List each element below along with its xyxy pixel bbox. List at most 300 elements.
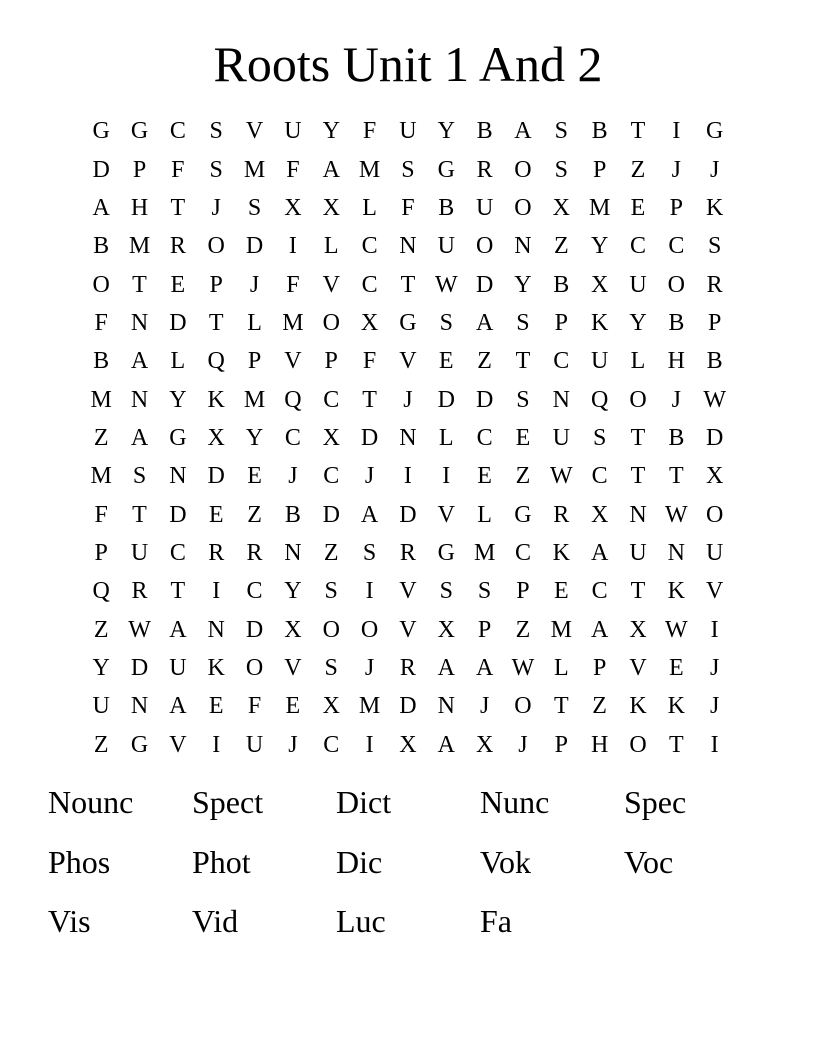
grid-letter: W <box>434 271 458 298</box>
grid-letter: E <box>247 463 262 490</box>
grid-letter: C <box>476 424 493 451</box>
grid-row <box>82 726 734 764</box>
grid-letter: S <box>554 156 568 183</box>
grid-row <box>82 495 734 533</box>
grid-letter: O <box>322 616 340 643</box>
word-list-item: Dic <box>336 843 383 880</box>
grid-letter: A <box>514 118 532 145</box>
grid-letter: A <box>92 194 110 221</box>
grid-letter: R <box>553 501 570 528</box>
word-list-item: Vok <box>480 843 531 880</box>
grid-letter: R <box>399 539 416 566</box>
grid-letter: Z <box>515 616 531 643</box>
grid-letter: X <box>475 731 494 758</box>
grid-letter: V <box>284 348 302 375</box>
grid-letter: L <box>630 348 646 375</box>
grid-letter: E <box>630 194 646 221</box>
grid-letter: I <box>288 233 297 260</box>
grid-letter: Y <box>322 118 340 145</box>
grid-letter: J <box>288 731 298 758</box>
grid-letter: G <box>130 731 149 758</box>
grid-letter: S <box>592 424 607 451</box>
grid-letter: X <box>437 616 455 643</box>
grid-letter: U <box>245 731 264 758</box>
grid-letter: M <box>90 386 112 413</box>
grid-letter: E <box>553 578 569 605</box>
grid-letter: N <box>207 616 225 643</box>
grid-row <box>82 534 734 572</box>
grid-letter: H <box>667 348 685 375</box>
grid-letter: A <box>437 654 455 681</box>
grid-letter: I <box>365 731 374 758</box>
grid-letter: G <box>514 501 532 528</box>
grid-row <box>82 649 734 687</box>
grid-letter: S <box>324 654 338 681</box>
grid-letter: E <box>668 654 684 681</box>
grid-letter: K <box>207 386 225 413</box>
grid-letter: C <box>246 578 263 605</box>
grid-letter: R <box>399 654 416 681</box>
grid-letter: X <box>399 731 417 758</box>
grid-letter: O <box>514 156 532 183</box>
grid-letter: Q <box>92 578 110 605</box>
grid-letter: T <box>630 578 646 605</box>
grid-letter: X <box>322 424 340 451</box>
grid-letter: D <box>437 386 455 413</box>
grid-letter: T <box>170 578 186 605</box>
grid-letter: I <box>710 731 719 758</box>
grid-row <box>82 687 734 725</box>
grid-row <box>82 380 734 418</box>
grid-letter: C <box>591 463 608 490</box>
grid-letter: T <box>668 463 684 490</box>
grid-letter: T <box>400 271 416 298</box>
grid-letter: S <box>439 309 453 336</box>
grid-letter: P <box>477 616 492 643</box>
grid-letter: T <box>132 271 147 298</box>
grid-letter: Z <box>477 348 492 375</box>
grid-letter: M <box>128 233 151 260</box>
word-list-item: Luc <box>336 903 386 939</box>
grid-letter: R <box>476 156 493 183</box>
grid-letter: X <box>284 194 302 221</box>
grid-letter: W <box>703 386 726 413</box>
grid-letter: N <box>130 309 149 336</box>
grid-letter: Z <box>93 616 109 643</box>
grid-letter: G <box>437 539 455 566</box>
grid-letter: J <box>710 693 720 720</box>
grid-letter: C <box>361 271 378 298</box>
grid-letter: J <box>518 731 528 758</box>
grid-letter: S <box>132 463 147 490</box>
grid-letter: O <box>667 271 685 298</box>
grid-letter: B <box>668 424 685 451</box>
grid-letter: S <box>439 578 453 605</box>
grid-letter: P <box>554 731 568 758</box>
grid-row <box>82 572 734 610</box>
grid-letter: O <box>92 271 110 298</box>
grid-letter: N <box>399 424 417 451</box>
word-list-item: Dict <box>336 784 392 820</box>
grid-letter: C <box>514 539 531 566</box>
grid-letter: Z <box>93 424 109 451</box>
grid-row <box>82 265 734 303</box>
grid-letter: Z <box>247 501 262 528</box>
grid-letter: U <box>475 194 494 221</box>
word-list-item: Phot <box>192 843 251 880</box>
grid-letter: D <box>130 654 149 681</box>
grid-letter: D <box>322 501 340 528</box>
grid-letter: T <box>553 693 569 720</box>
grid-letter: F <box>94 501 108 528</box>
grid-letter: W <box>665 616 688 643</box>
grid-letter: K <box>706 194 724 221</box>
grid-letter: K <box>667 693 685 720</box>
grid-letter: E <box>515 424 531 451</box>
grid-letter: M <box>243 386 266 413</box>
grid-letter: Y <box>284 578 302 605</box>
grid-letter: J <box>671 386 681 413</box>
grid-letter: U <box>629 539 647 566</box>
grid-letter: B <box>706 348 723 375</box>
grid-letter: J <box>710 156 720 183</box>
grid-letter: T <box>362 386 377 413</box>
grid-letter: M <box>358 693 381 720</box>
grid-letter: E <box>208 501 224 528</box>
grid-letter: V <box>399 616 417 643</box>
grid-letter: B <box>591 118 608 145</box>
grid-letter: C <box>553 348 570 375</box>
grid-letter: N <box>514 233 532 260</box>
grid-letter: P <box>247 348 262 375</box>
grid-row <box>82 610 734 648</box>
grid-letter: D <box>399 501 417 528</box>
grid-letter: K <box>590 309 609 336</box>
grid-letter: A <box>590 539 609 566</box>
grid-letter: M <box>358 156 381 183</box>
grid-row <box>82 419 734 457</box>
grid-letter: X <box>322 194 340 221</box>
grid-letter: N <box>667 539 685 566</box>
grid-letter: E <box>208 693 224 720</box>
grid-letter: Q <box>207 348 225 375</box>
grid-letter: S <box>247 194 262 221</box>
grid-letter: X <box>207 424 225 451</box>
grid-letter: W <box>665 501 688 528</box>
grid-letter: V <box>169 731 187 758</box>
grid-letter: G <box>706 118 724 145</box>
grid-letter: B <box>93 348 110 375</box>
grid-letter: S <box>516 309 530 336</box>
grid-letter: D <box>360 424 379 451</box>
grid-letter: D <box>169 501 187 528</box>
grid-letter: J <box>710 654 720 681</box>
word-list-item: Spec <box>624 784 687 820</box>
grid-letter: C <box>591 578 608 605</box>
grid-letter: J <box>288 463 298 490</box>
grid-letter: D <box>207 463 225 490</box>
grid-letter: J <box>479 693 490 720</box>
grid-letter: T <box>170 194 186 221</box>
grid-letter: P <box>209 271 223 298</box>
word-list <box>48 782 768 961</box>
grid-letter: O <box>322 309 340 336</box>
grid-letter: P <box>554 309 568 336</box>
grid-letter: B <box>476 118 493 145</box>
grid-letter: M <box>90 463 112 490</box>
grid-letter: P <box>94 539 108 566</box>
grid-letter: U <box>169 654 187 681</box>
grid-letter: P <box>132 156 147 183</box>
grid-letter: K <box>667 578 685 605</box>
grid-letter: J <box>249 271 260 298</box>
grid-letter: W <box>128 616 151 643</box>
grid-letter: U <box>130 539 149 566</box>
grid-letter: Y <box>590 233 609 260</box>
grid-letter: L <box>477 501 492 528</box>
grid-letter: D <box>399 693 417 720</box>
grid-letter: R <box>131 578 148 605</box>
grid-letter: F <box>362 118 377 145</box>
grid-row <box>82 227 734 265</box>
grid-row <box>82 457 734 495</box>
grid-letter: I <box>212 731 221 758</box>
grid-letter: M <box>243 156 266 183</box>
grid-letter: A <box>130 348 149 375</box>
grid-letter: O <box>475 233 494 260</box>
grid-letter: F <box>247 693 262 720</box>
grid-letter: Y <box>437 118 455 145</box>
grid-letter: Y <box>245 424 264 451</box>
grid-letter: S <box>516 386 530 413</box>
grid-letter: N <box>130 693 149 720</box>
grid-letter: E <box>285 693 301 720</box>
grid-letter: F <box>286 271 300 298</box>
grid-letter: T <box>630 463 646 490</box>
grid-letter: R <box>169 233 186 260</box>
grid-letter: A <box>360 501 379 528</box>
grid-letter: K <box>629 693 647 720</box>
grid-letter: U <box>706 539 724 566</box>
grid-letter: Z <box>93 731 109 758</box>
grid-letter: D <box>169 309 187 336</box>
grid-letter: V <box>322 271 340 298</box>
grid-letter: A <box>475 309 494 336</box>
grid-letter: J <box>364 463 375 490</box>
grid-letter: I <box>403 463 412 490</box>
grid-letter: Q <box>284 386 302 413</box>
grid-letter: L <box>553 654 569 681</box>
grid-letter: L <box>362 194 377 221</box>
grid-row <box>82 189 734 227</box>
word-list-item: Phos <box>48 843 111 880</box>
grid-letter: B <box>553 271 570 298</box>
grid-letter: V <box>399 348 417 375</box>
grid-letter: V <box>399 578 417 605</box>
grid-letter: U <box>437 233 455 260</box>
grid-letter: I <box>710 616 719 643</box>
grid-letter: D <box>92 156 110 183</box>
grid-letter: T <box>668 731 684 758</box>
grid-letter: J <box>403 386 413 413</box>
grid-letter: P <box>592 654 607 681</box>
grid-letter: L <box>438 424 454 451</box>
grid-letter: C <box>629 233 646 260</box>
grid-letter: O <box>706 501 724 528</box>
grid-letter: N <box>629 501 647 528</box>
grid-letter: S <box>324 578 338 605</box>
word-list-item: Voc <box>624 843 674 880</box>
grid-letter: Z <box>553 233 569 260</box>
grid-letter: N <box>437 693 455 720</box>
grid-letter: X <box>322 693 340 720</box>
grid-letter: I <box>365 578 374 605</box>
grid-letter: G <box>169 424 187 451</box>
grid-letter: Z <box>630 156 646 183</box>
grid-letter: S <box>401 156 415 183</box>
grid-letter: Z <box>592 693 607 720</box>
grid-letter: D <box>475 271 494 298</box>
grid-letter: C <box>361 233 378 260</box>
grid-letter: O <box>245 654 264 681</box>
grid-letter: F <box>94 309 108 336</box>
grid-row <box>82 112 734 150</box>
grid-letter: U <box>552 424 570 451</box>
word-list-item: Nunc <box>480 784 550 820</box>
grid-letter: A <box>590 616 609 643</box>
grid-letter: E <box>170 271 186 298</box>
grid-letter: D <box>475 386 494 413</box>
grid-letter: A <box>169 693 187 720</box>
grid-letter: Y <box>169 386 187 413</box>
grid-letter: A <box>437 731 455 758</box>
word-list-item: Spect <box>192 784 264 820</box>
grid-letter: A <box>169 616 187 643</box>
grid-letter: L <box>170 348 186 375</box>
grid-letter: I <box>442 463 451 490</box>
grid-letter: R <box>246 539 263 566</box>
grid-letter: U <box>399 118 417 145</box>
grid-letter: V <box>284 654 302 681</box>
grid-row <box>82 304 734 342</box>
word-list-item: Vid <box>192 903 239 939</box>
grid-letter: I <box>212 578 221 605</box>
grid-letter: A <box>130 424 149 451</box>
grid-letter: S <box>362 539 377 566</box>
grid-letter: X <box>284 616 302 643</box>
grid-letter: V <box>706 578 724 605</box>
grid-letter: X <box>629 616 647 643</box>
grid-letter: B <box>438 194 455 221</box>
grid-letter: J <box>211 194 221 221</box>
grid-letter: D <box>245 233 264 260</box>
grid-letter: P <box>324 348 338 375</box>
grid-letter: K <box>552 539 570 566</box>
grid-letter: G <box>130 118 149 145</box>
grid-letter: G <box>399 309 417 336</box>
word-search-grid <box>82 112 734 764</box>
grid-letter: B <box>93 233 110 260</box>
grid-letter: S <box>477 578 492 605</box>
grid-letter: Y <box>514 271 532 298</box>
grid-letter: J <box>671 156 681 183</box>
grid-letter: T <box>630 118 646 145</box>
grid-letter: X <box>706 463 724 490</box>
grid-letter: N <box>130 386 149 413</box>
word-list-item: Fa <box>480 903 512 939</box>
grid-letter: X <box>360 309 379 336</box>
grid-letter: S <box>209 156 223 183</box>
grid-letter: D <box>706 424 724 451</box>
grid-letter: Z <box>323 539 339 566</box>
grid-letter: P <box>516 578 530 605</box>
grid-letter: S <box>554 118 568 145</box>
grid-letter: U <box>92 693 110 720</box>
grid-letter: N <box>552 386 570 413</box>
grid-letter: X <box>590 501 609 528</box>
grid-letter: I <box>672 118 681 145</box>
grid-letter: H <box>590 731 609 758</box>
grid-letter: K <box>207 654 225 681</box>
grid-letter: O <box>360 616 379 643</box>
grid-letter: M <box>588 194 611 221</box>
grid-letter: O <box>629 386 647 413</box>
grid-letter: M <box>282 309 304 336</box>
grid-letter: V <box>437 501 455 528</box>
grid-letter: W <box>511 654 535 681</box>
grid-letter: A <box>322 156 340 183</box>
word-list-item: Nounc <box>48 784 134 820</box>
grid-letter: O <box>207 233 225 260</box>
grid-letter: C <box>323 386 340 413</box>
grid-row <box>82 150 734 188</box>
grid-letter: F <box>171 156 185 183</box>
grid-letter: T <box>630 424 646 451</box>
grid-letter: P <box>669 194 683 221</box>
grid-letter: F <box>362 348 377 375</box>
grid-letter: U <box>590 348 609 375</box>
grid-row <box>82 342 734 380</box>
grid-letter: X <box>590 271 609 298</box>
grid-letter: M <box>550 616 572 643</box>
grid-letter: C <box>668 233 685 260</box>
grid-letter: C <box>323 731 340 758</box>
grid-letter: R <box>208 539 225 566</box>
grid-letter: W <box>549 463 573 490</box>
grid-letter: C <box>169 118 186 145</box>
grid-letter: T <box>515 348 531 375</box>
word-list-item: Vis <box>48 903 91 939</box>
grid-letter: S <box>209 118 223 145</box>
grid-letter: C <box>323 463 340 490</box>
grid-letter: L <box>323 233 339 260</box>
grid-letter: F <box>401 194 415 221</box>
grid-letter: Q <box>590 386 609 413</box>
grid-letter: Z <box>515 463 531 490</box>
grid-letter: V <box>245 118 264 145</box>
grid-letter: R <box>706 271 723 298</box>
grid-letter: S <box>707 233 722 260</box>
grid-letter: D <box>245 616 264 643</box>
grid-letter: G <box>437 156 455 183</box>
grid-letter: X <box>552 194 570 221</box>
grid-letter: O <box>514 194 532 221</box>
grid-letter: P <box>707 309 722 336</box>
grid-letter: F <box>286 156 300 183</box>
grid-letter: O <box>514 693 532 720</box>
grid-letter: U <box>629 271 647 298</box>
grid-letter: M <box>473 539 496 566</box>
